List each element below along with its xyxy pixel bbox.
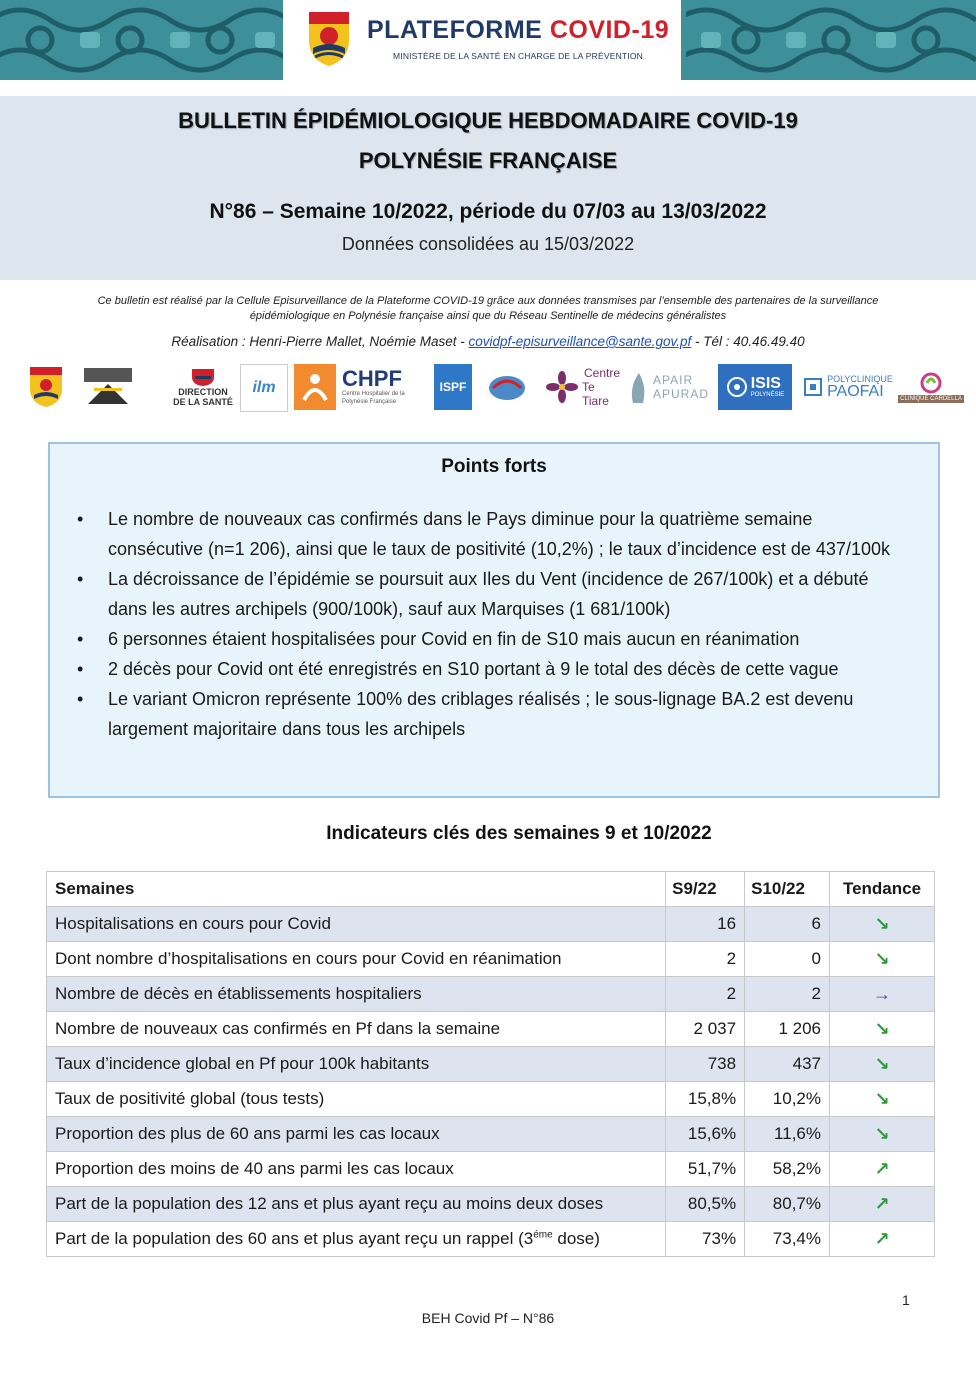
header-semaines: Semaines [47, 872, 666, 907]
apair-apurad-logo: APAIR APURAD [622, 364, 714, 410]
brand-title: PLATEFORME COVID-19 [367, 16, 670, 44]
header-s10: S10/22 [745, 872, 830, 907]
list-item: • 2 décès pour Covid ont été enregistrés en S10 portant à 9 le total des décès de cette vague [108, 654, 912, 684]
points-forts-box [48, 442, 940, 798]
list-item: • La décroissance de l’épidémie se poursuit aux Iles du Vent (incidence de 267/100k) et a débuté dans les autres archipels (900/100k), sauf aux Marquises (1 681/100k) [108, 564, 912, 624]
bullet-icon: • [77, 689, 84, 709]
trend-down-icon: ↘ [830, 907, 935, 942]
list-item: • Le nombre de nouveaux cas confirmés dans le Pays diminue pour la quatrième semaine consécutive (n=1 206), ainsi que le taux de positivité (10,2%) ; le taux d’incidence est de 437/100k [108, 504, 912, 564]
points-forts-list [77, 504, 912, 744]
bulletin-consolidation-date: Données consolidées au 15/03/2022 [341, 234, 635, 254]
brand-block [283, 0, 681, 80]
table-row: Taux d’incidence global en Pf pour 100k habitants 738 437 ↘ [47, 1047, 935, 1082]
trend-up-icon: ↗ [830, 1222, 935, 1257]
table-header-row [47, 872, 935, 907]
chpf-logo: CHPF Centre Hospitalier de la Polynésie Française [342, 366, 405, 405]
bullet-icon: • [77, 629, 84, 649]
trend-up-icon: ↗ [830, 1152, 935, 1187]
brand-subtitle: MINISTÈRE DE LA SANTÉ EN CHARGE DE LA PRÉVENTION [393, 51, 644, 61]
intro-text: Ce bulletin est réalisé par la Cellule Episurveillance de la Plateforme COVID-19 grâce aux données transmises par l’ensemble des partenaires de la surveillance épidémiologique en Polynésie française ainsi que du Réseau Sentinelle de médecins généralistes [97, 295, 879, 322]
table-row: Part de la population des 12 ans et plus ayant reçu au moins deux doses 80,5% 80,7% ↗ [47, 1187, 935, 1222]
page-number: 1 [902, 1292, 910, 1308]
arass-logo [78, 364, 138, 410]
contact-email-link[interactable]: covidpf-episurveillance@sante.gov.pf [468, 334, 692, 349]
emblem-logo [24, 364, 68, 410]
page-footer: BEH Covid Pf – N°86 [421, 1310, 555, 1326]
tribal-pattern-left [0, 0, 290, 80]
trend-stable-icon: → [830, 977, 935, 1012]
flower-logo [544, 364, 580, 410]
header-tendance: Tendance [830, 872, 935, 907]
bullet-icon: • [77, 509, 84, 529]
table-row: Proportion des plus de 60 ans parmi les cas locaux 15,6% 11,6% ↘ [47, 1117, 935, 1152]
header-s9: S9/22 [666, 872, 745, 907]
bulletin-title: BULLETIN ÉPIDÉMIOLOGIQUE HEBDOMADAIRE COVID-19 [178, 108, 798, 133]
health-figure-logo [294, 364, 336, 410]
table-row: Part de la population des 60 ans et plus ayant reçu un rappel ($3^{éme}$ dose) 73% 73,4% ↗ [47, 1222, 935, 1257]
partner-logos [24, 364, 964, 412]
table-row: Nombre de nouveaux cas confirmés en Pf dans la semaine 2 037 1 206 ↘ [47, 1012, 935, 1047]
polynesia-emblem-icon [303, 10, 355, 68]
isis-logo: ISIS POLYNÉSIE [718, 364, 792, 410]
credits: Réalisation : Henri-Pierre Mallet, Noémie Maset - covidpf-episurveillance@sante.gov.pf - Tél : 40.46.49.40 [171, 334, 805, 349]
direction-sante-logo: DIRECTION DE LA SANTÉ [172, 364, 234, 410]
list-item: • Le variant Omicron représente 100% des criblages réalisés ; le sous-lignage BA.2 est devenu largement majoritaire dans tous les archipels [108, 684, 912, 744]
trend-down-icon: ↘ [830, 1047, 935, 1082]
table-row: Taux de positivité global (tous tests) 15,8% 10,2% ↘ [47, 1082, 935, 1117]
centre-te-tiare-logo: Centre Te Tiare [582, 366, 621, 408]
bulletin-period: N°86 – Semaine 10/2022, période du 07/03 au 13/03/2022 [209, 200, 767, 223]
trend-up-icon: ↗ [830, 1187, 935, 1222]
polyclinique-paofai-logo: POLYCLINIQUE PAOFAI [798, 364, 898, 410]
trend-down-icon: ↘ [830, 1012, 935, 1047]
ispf-logo: ISPF [434, 364, 472, 410]
header-banner [0, 0, 976, 80]
table-row: Dont nombre d’hospitalisations en cours pour Covid en réanimation 2 0 ↘ [47, 942, 935, 977]
list-item: • 6 personnes étaient hospitalisées pour Covid en fin de S10 mais aucun en réanimation [108, 624, 912, 654]
bullet-icon: • [77, 569, 84, 589]
trend-down-icon: ↘ [830, 942, 935, 977]
title-box [0, 96, 976, 280]
table-row: Hospitalisations en cours pour Covid 16 6 ↘ [47, 907, 935, 942]
tribal-pattern-right [686, 0, 976, 80]
bulletin-region: POLYNÉSIE FRANÇAISE [358, 148, 618, 173]
points-forts-title: Points forts [441, 456, 547, 477]
indicators-title: Indicateurs clés des semaines 9 et 10/2022 [326, 823, 712, 844]
ilm-logo: ilm [240, 364, 288, 412]
bullet-icon: • [77, 659, 84, 679]
ora-ora-logo [484, 364, 530, 410]
table-row: Proportion des moins de 40 ans parmi les cas locaux 51,7% 58,2% ↗ [47, 1152, 935, 1187]
trend-down-icon: ↘ [830, 1082, 935, 1117]
trend-down-icon: ↘ [830, 1117, 935, 1152]
clinique-cardella-logo: CLINIQUE CARDELLA [900, 364, 962, 410]
indicators-table [46, 871, 935, 1257]
table-row: Nombre de décès en établissements hospitaliers 2 2 → [47, 977, 935, 1012]
